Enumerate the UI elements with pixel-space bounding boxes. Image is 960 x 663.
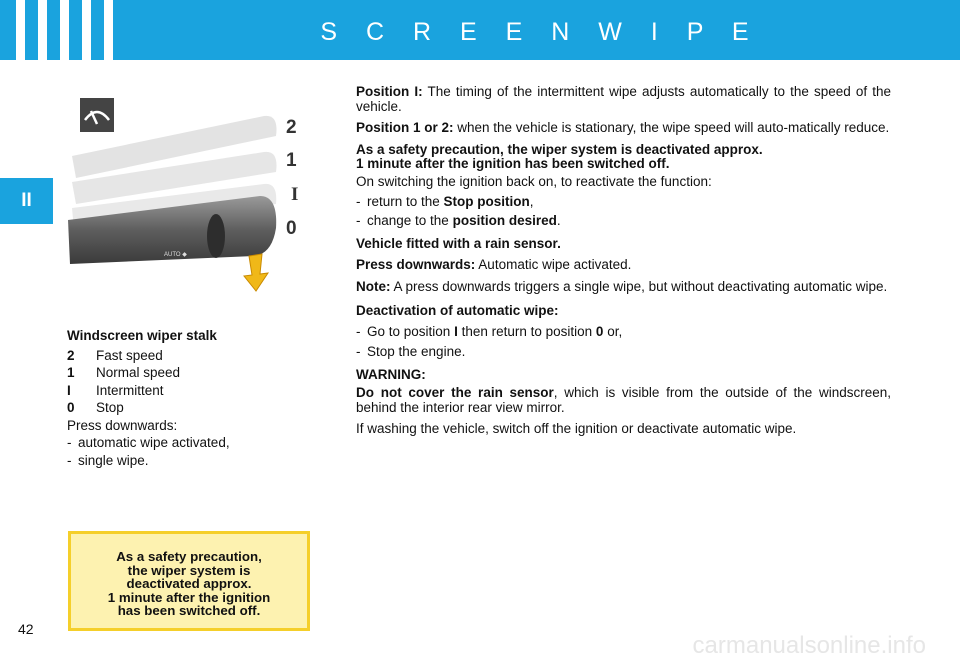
rain-sensor-heading: Vehicle fitted with a rain sensor. (356, 235, 561, 251)
wiper-stalk-illustration (64, 78, 316, 304)
list-item-text: . (556, 213, 561, 229)
term-label: Press downwards: (356, 257, 476, 273)
legend-key: I (67, 382, 71, 398)
chapter-tab[interactable]: II (0, 178, 53, 224)
legend-key: 2 (67, 347, 75, 363)
list-item-text: automatic wipe activated, (78, 435, 230, 450)
header-stripe (16, 0, 25, 60)
legend-label: Normal speed (96, 365, 181, 380)
list-item-emphasis: 0 (595, 324, 604, 340)
position-i-paragraph (356, 85, 891, 114)
list-item-text: change to the (367, 213, 453, 229)
safety-note-box (68, 531, 310, 631)
list-item: - Go to position I then return to position 0 or, (356, 324, 623, 340)
switch-on-text: On switching the ignition back on, to reactivate the function: (356, 173, 712, 189)
list-item-text: single wipe. (78, 452, 149, 468)
page-number: 42 (18, 621, 34, 637)
term-label: Position 1 or 2: (356, 120, 454, 136)
deactivation-heading: Deactivation of automatic wipe: (356, 302, 559, 318)
list-item-text: or, (603, 324, 623, 340)
position-label: 2 (286, 117, 297, 138)
stalk-ring (207, 214, 225, 258)
list-item: - single wipe. (67, 452, 149, 468)
header-stripe (104, 0, 113, 60)
position-label: 0 (286, 218, 297, 239)
press-downwards-paragraph (356, 258, 891, 273)
safety-note-text: As a safety precaution, the wiper system is deactivated approx. 1 minute after the ignition has been switched off. (107, 549, 271, 619)
safety-heading (356, 143, 891, 172)
legend-item (67, 364, 317, 382)
legend-key: 0 (67, 400, 75, 415)
legend-item (67, 382, 317, 400)
auto-marking: AUTO ◆ (164, 252, 187, 258)
legend-item (67, 347, 317, 365)
legend-label: Intermittent (96, 382, 164, 398)
position-label: I (291, 184, 299, 205)
legend-label: Fast speed (96, 347, 163, 363)
down-arrow-icon (244, 254, 268, 291)
list-item-text: , (529, 193, 534, 209)
list-item-emphasis: position desired (452, 213, 557, 229)
warning-paragraph (356, 386, 891, 415)
warning-heading: WARNING: (356, 367, 426, 383)
main-text (356, 85, 891, 444)
list-item: - change to the position desired. (356, 213, 561, 229)
heading-line: As a safety precaution, the wiper system is deactivated approx. (356, 141, 763, 157)
list-item: - return to the Stop position, (356, 193, 534, 209)
paragraph-text: Automatic wipe activated. (475, 257, 632, 273)
header-stripe (60, 0, 69, 60)
note-paragraph (356, 280, 891, 295)
list-item-text: Go to position (367, 324, 455, 340)
washing-paragraph: If washing the vehicle, switch off the ignition or deactivate automatic wipe. (356, 421, 797, 437)
wiper-stalk-svg (64, 78, 316, 304)
paragraph-text: The timing of the intermittent wipe adjusts automatically to the speed of the vehicle. (356, 84, 891, 114)
legend-caption: Windscreen wiper stalk (67, 328, 217, 343)
list-item-emphasis: I (454, 324, 458, 340)
list-item: - automatic wipe activated, (67, 435, 230, 450)
list-item-text: then return to position (457, 324, 596, 340)
term-label: Note: (356, 278, 391, 294)
press-title: Press downwards: (67, 417, 178, 433)
paragraph-text: A press downwards triggers a single wipe, but without deactivating automatic wipe. (390, 278, 888, 294)
list-item-text: Stop the engine. (367, 343, 466, 359)
position-label: 1 (286, 150, 297, 171)
list-item-emphasis: Stop position (443, 193, 530, 209)
heading-line: 1 minute after the ignition has been switched off. (356, 156, 670, 172)
page-header (0, 0, 960, 60)
page-title: S C R E E N W I P E (320, 18, 760, 46)
legend-label: Stop (96, 400, 124, 415)
legend-item (67, 399, 317, 417)
position-12-paragraph (356, 121, 891, 136)
header-stripe (82, 0, 91, 60)
header-stripe (38, 0, 47, 60)
paragraph-text: when the vehicle is stationary, the wipe speed will auto-matically reduce. (453, 120, 890, 136)
legend (67, 327, 317, 469)
term-label: Do not cover the rain sensor (356, 384, 554, 400)
list-item: - Stop the engine. (356, 343, 466, 359)
windscreen-wiper-icon (80, 98, 114, 132)
list-item-text: return to the (367, 193, 444, 209)
watermark: carmanualsonline.info (692, 632, 926, 659)
term-label: Position I: (356, 84, 423, 99)
legend-key: 1 (67, 365, 75, 380)
paragraph-text: , which is visible from the outside of the windscreen, behind the interior rear view mirror. (356, 384, 891, 415)
